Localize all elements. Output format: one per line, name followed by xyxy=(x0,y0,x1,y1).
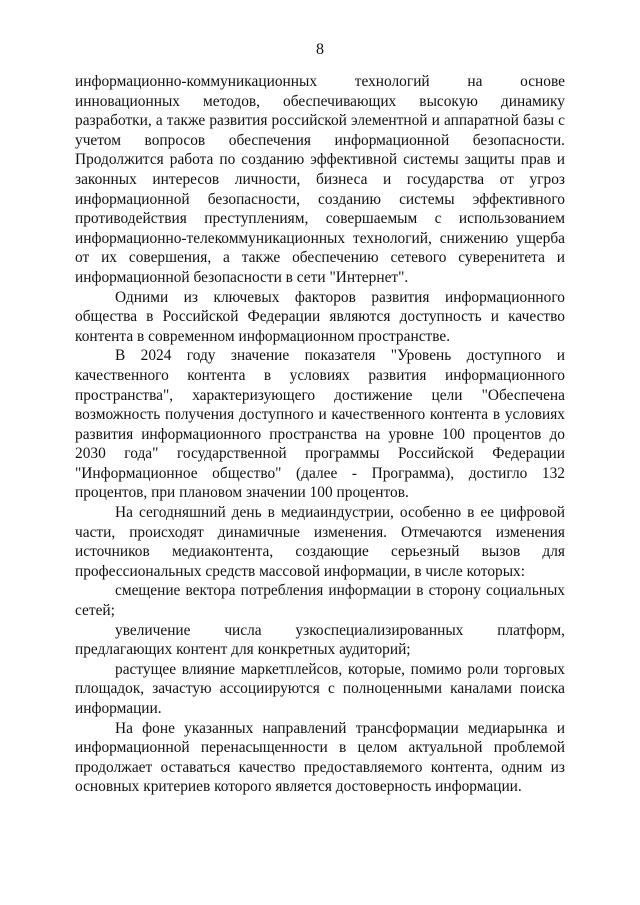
list-item: увеличение числа узкоспециализированных платформ, предлагающих контент для конкретных аудиторий; xyxy=(75,621,565,659)
paragraph: На сегодняшний день в медиаиндустрии, особенно в ее цифровой части, происходят динамичные изменения. Отмечаются изменения источников медиаконтента, создающие серьезный вызов для профессиональных средств массовой информации, в числе которых: xyxy=(75,504,565,580)
page-number: 8 xyxy=(316,41,324,58)
paragraph: В 2024 году значение показателя "Уровень доступного и качественного контента в условиях развития информационного пространства", характеризующего достижение цели "Обеспечена возможность получения доступного и качественного контента в условиях развития информационного пространства на уровне 100 процентов до 2030 года" государственной программы Российской Федерации "Информационное общество" (далее - Программа), достигло 132 процентов, при плановом значении 100 процентов. xyxy=(75,347,565,502)
document-body xyxy=(75,72,565,797)
paragraph: На фоне указанных направлений трансформации медиарынка и информационной перенасыщенности в целом актуальной проблемой продолжает оставаться качество предоставляемого контента, одним из основных критериев которого является достоверность информации. xyxy=(75,719,565,796)
list-item: смещение вектора потребления информации в сторону социальных сетей; xyxy=(75,582,565,620)
list-item: растущее влияние маркетплейсов, которые, помимо роли торговых площадок, зачастую ассоциируются с полноценными каналами поиска информации. xyxy=(75,660,565,717)
paragraph: Одними из ключевых факторов развития информационного общества в Российской Федерации являются доступность и качество контента в современном информационном пространстве. xyxy=(75,288,565,345)
paragraph-continuation: информационно-коммуникационных технологий на основе инновационных методов, обеспечивающих высокую динамику разработки, а также развития российской элементной и аппаратной базы с учетом вопросов обеспечения информационной безопасности. Продолжится работа по созданию эффективной системы защиты прав и законных интересов личности, бизнеса и государства от угроз информационной безопасности, созданию системы эффективного противодействия преступлениям, совершаемым с использованием информационно-телекоммуникационных технологий, снижению ущерба от их совершения, а также обеспечению сетевого суверенитета и информационной безопасности в сети "Интернет". xyxy=(75,73,565,286)
